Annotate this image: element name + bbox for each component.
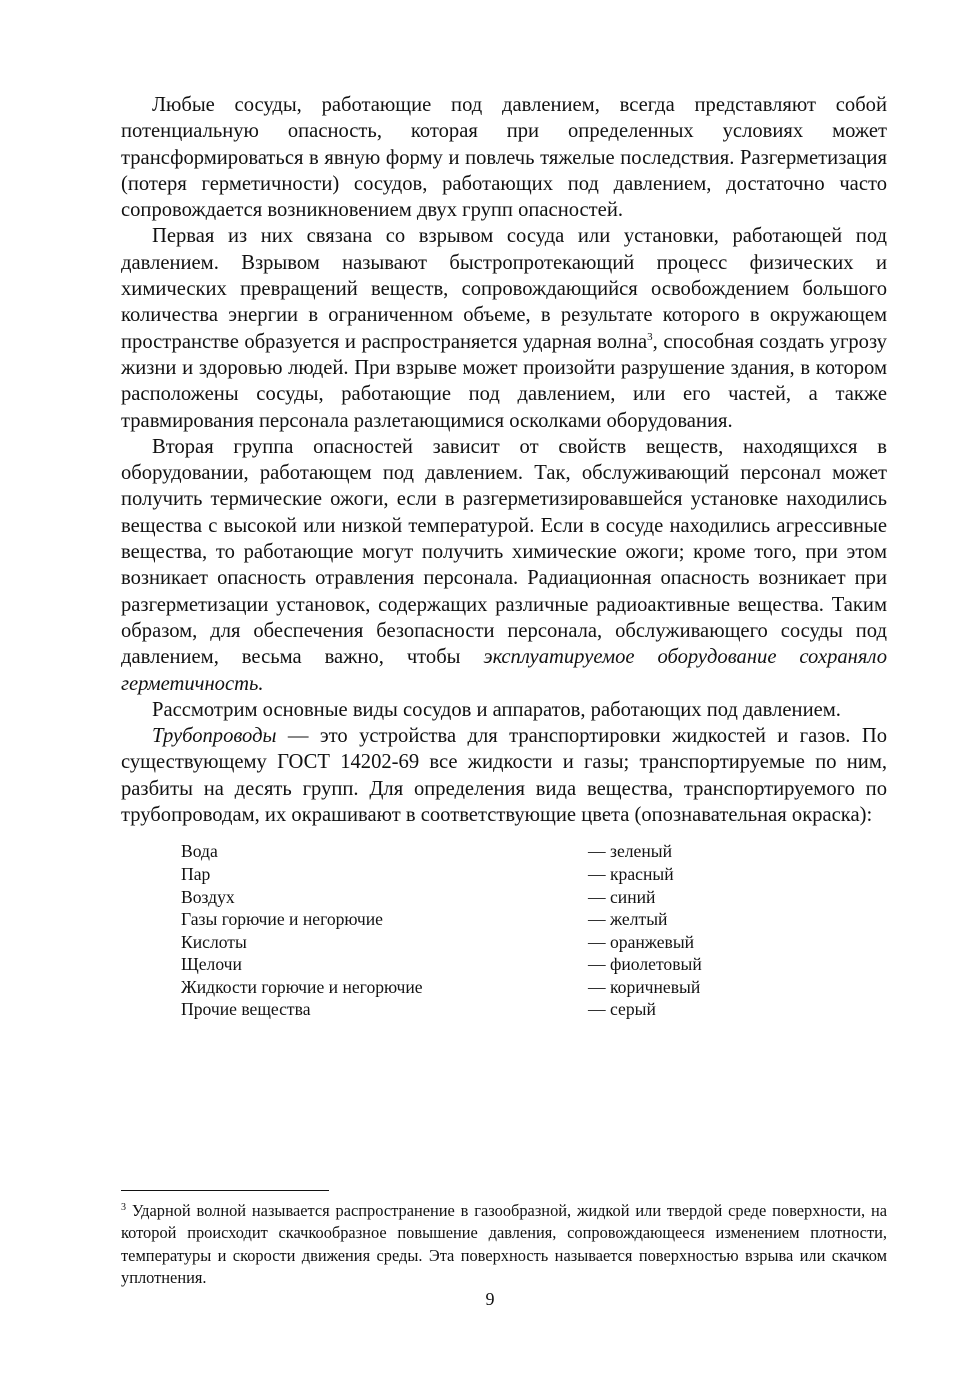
- paragraph-3-emphasis: эксплуатируемое оборудование сохраняло герметичность.: [121, 646, 887, 695]
- pipe-color-list: [181, 840, 726, 1021]
- substance-name: Жидкости горючие и негорючие: [181, 976, 423, 997]
- page-body: [121, 92, 887, 1021]
- substance-name: Воздух: [181, 886, 235, 907]
- pipe-color: — коричневый: [588, 976, 701, 997]
- footnote-text: Ударной волной называется распространение в газообразной, жидкой или твердой среде поверхности, на которой происходит скачкообразное повышение давления, сопровождающееся изменением плотности, температуры и скорости движения среды. Эта поверхность называется поверхностью взрыва или скачком уплотнения.: [121, 1201, 887, 1288]
- pipe-color: — желтый: [588, 909, 668, 930]
- substance-name: Вода: [181, 841, 218, 862]
- substance-name: Щелочи: [181, 954, 242, 975]
- substance-name: Кислоты: [181, 931, 247, 952]
- paragraph-4: Рассмотрим основные виды сосудов и аппаратов, работающих под давлением.: [152, 698, 841, 721]
- footnote-number: 3: [121, 1202, 126, 1213]
- paragraph-2-text-a: Первая из них связана со взрывом сосуда или установки, работающей под давлением. Взрывом называют быстропротекающий процесс физических и химических превращений веществ, сопровождающийся освобождением большого количества энергии в ограниченном объеме, в результате которого в окружающем пространстве образуется и распространяется ударная волна: [121, 225, 887, 353]
- footnote-reference[interactable]: 3: [647, 330, 653, 343]
- color-list-item: [181, 908, 726, 931]
- paragraph-2: [121, 223, 887, 433]
- color-list-item: [181, 931, 726, 954]
- main-text: [121, 92, 887, 828]
- pipe-color: — синий: [588, 886, 656, 907]
- color-list-item: [181, 840, 726, 863]
- color-list-item: [181, 976, 726, 999]
- substance-name: Пар: [181, 863, 211, 884]
- paragraph-1: Любые сосуды, работающие под давлением, всегда представляют собой потенциальную опасность, которая при определенных условиях может трансформироваться в явную форму и повлечь тяжелые последствия. Разгерметизация (потеря герметичности) сосудов, работающих под давлением, достаточно часто сопровождается возникновением двух групп опасностей.: [121, 94, 887, 222]
- footnote-divider: [121, 1190, 329, 1191]
- substance-name: Прочие вещества: [181, 999, 311, 1020]
- color-list-item: [181, 953, 726, 976]
- paragraph-5: [121, 723, 887, 828]
- paragraph-3-text: Вторая группа опасностей зависит от свойств веществ, находящихся в оборудовании, работающем под давлением. Так, обслуживающий персонал может получить термические ожоги, если в разгерметизировавшейся установке находились вещества с высокой или низкой температурой. Если в сосуде находились агрессивные вещества, то работающие могут получить химические ожоги; кроме того, при этом возникает опасность отравления персонала. Радиационная опасность возникает при разгерметизации установок, содержащих различные радиоактивные вещества. Таким образом, для обеспечения безопасности персонала, обслуживающего сосуды под давлением, весьма важно, чтобы: [121, 435, 887, 669]
- color-list-item: [181, 998, 726, 1021]
- pipe-color: — оранжевый: [588, 931, 695, 952]
- color-list-item: [181, 886, 726, 909]
- substance-name: Газы горючие и негорючие: [181, 909, 383, 930]
- paragraph-3: [121, 434, 887, 697]
- term-pipelines: Трубопроводы: [152, 725, 277, 748]
- pipe-color: — зеленый: [588, 841, 672, 862]
- footnote: [121, 1200, 887, 1290]
- page-number: 9: [485, 1289, 495, 1309]
- pipe-color: — красный: [588, 863, 674, 884]
- pipe-color: — серый: [588, 999, 656, 1020]
- paragraph-2-text-b: , способная создать угрозу жизни и здоровью людей. При взрыве может произойти разрушение здания, в котором расположены сосуды, работающие под давлением, или его частей, а также травмирования персонала разлетающимися осколками оборудования.: [121, 330, 887, 432]
- color-list-item: [181, 863, 726, 886]
- pipe-color: — фиолетовый: [588, 954, 702, 975]
- paragraph-5-text: — это устройства для транспортировки жидкостей и газов. По существующему ГОСТ 14202-69 все жидкости и газы; транспортируемые по ним, разбиты на десять групп. Для определения вида вещества, транспортируемого по трубопроводам, их окрашивают в соответствующие цвета (опознавательная окраска):: [121, 725, 887, 827]
